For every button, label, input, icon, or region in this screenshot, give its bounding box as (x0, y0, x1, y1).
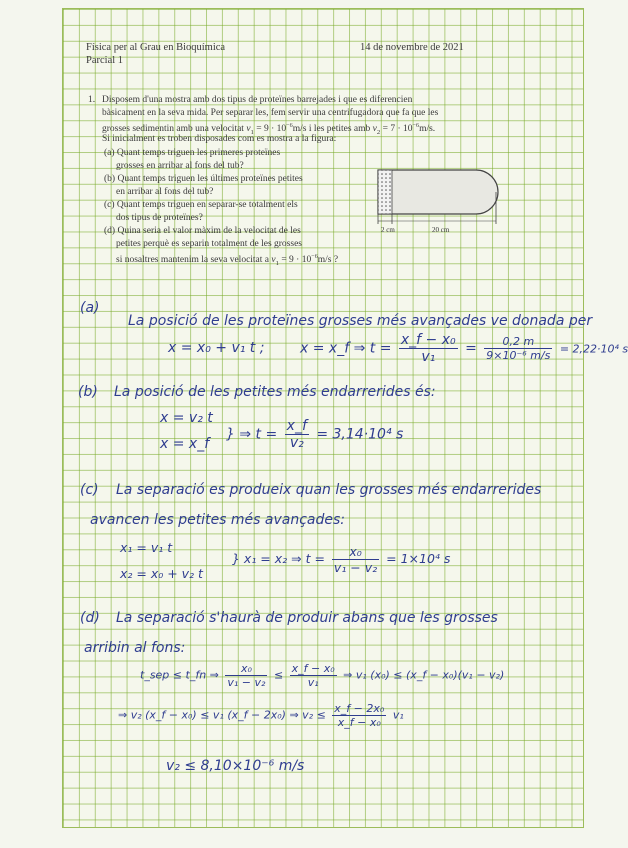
v2-exponent: −6 (412, 123, 420, 129)
question-b-line1: (b) Quant temps triguen les últimes proteïnes petites (104, 174, 303, 184)
answer-b-eq1: x = v₂ t (160, 410, 213, 426)
answer-d-fraction3 (332, 702, 386, 729)
qd-v-index: 1 (275, 260, 279, 268)
answer-d-eq-line2 (118, 702, 404, 729)
exam-name: Parcial 1 (86, 55, 124, 66)
answer-d-le: ≤ (273, 668, 284, 682)
course-title: Física per al Grau en Bioquímica (86, 42, 226, 53)
answer-c-frac-den: v₁ − v₂ (333, 560, 378, 575)
answer-d-label: (d) (80, 610, 100, 626)
answer-d-eq-line1 (140, 662, 504, 689)
question-d-line1: (d) Quina seria el valor màxim de la velocitat de les (104, 226, 301, 236)
question-d-text: si nosaltres mantenim la seva velocitat a (116, 255, 270, 266)
question-a-line2: grosses en arribar al fons del tub? (116, 161, 244, 171)
question-d-line3 (116, 252, 338, 270)
qd-v-symbol: v (271, 255, 276, 266)
answer-b-fraction (285, 418, 309, 451)
answer-a-text: La posició de les proteïnes grosses més avançades ve donada per (128, 313, 593, 329)
answer-d-f2-num: x_f − x₀ (291, 662, 335, 675)
v1-value: = 9 · 10 (253, 124, 287, 135)
protein-layer (378, 170, 392, 214)
question-b-line2: en arribar al fons del tub? (116, 187, 214, 197)
answer-b-frac-den: v₂ (289, 435, 304, 451)
answer-b-label: (b) (78, 384, 98, 400)
problem-number: 1. (88, 95, 96, 105)
dim-label-a: 2 cm (381, 226, 395, 234)
answer-d-f2-den: v₁ (307, 676, 319, 689)
answer-a-eq-line (300, 332, 628, 365)
answer-c-frac-num: x₀ (332, 544, 379, 560)
answer-a-fraction (399, 332, 458, 365)
answer-d-f3-num: x_f − 2x₀ (334, 702, 385, 715)
problem-intro-line2: bàsicament en la seva mida. Per separar les, fem servir una centrifugadora que fa que les (102, 108, 439, 118)
answer-a-label: (a) (80, 300, 100, 316)
answer-c-eq1: x₁ = v₁ t (120, 540, 173, 555)
problem-intro-line1: Disposem d'una mostra amb dos tipus de proteïnes barrejades i que es diferencien (102, 95, 413, 105)
answer-a-eq1: x = x₀ + v₁ t ; (168, 340, 265, 356)
answer-a-eq3: = (465, 340, 477, 357)
dim-label-b: 20 cm (432, 226, 450, 234)
answer-c-text1: La separació es produeix quan les grosses més endarrerides (116, 482, 542, 498)
answer-a-fraction2 (484, 335, 552, 362)
answer-c-result: = 1×10⁴ s (386, 551, 451, 566)
intro-grosses-text: grosses sedimentin amb una velocitat (102, 124, 244, 135)
qd-v-exponent: −6 (311, 254, 318, 260)
answer-d-f1-num: x₀ (225, 662, 267, 676)
answer-d-eq1a: t_sep ≤ t_fn ⇒ (140, 668, 219, 682)
answer-c-eq-line (232, 544, 450, 575)
answer-b-frac-num: x_f (286, 418, 307, 434)
answer-c-fraction (332, 544, 379, 575)
v1-symbol: v (246, 124, 251, 135)
exam-date: 14 de novembre de 2021 (360, 42, 464, 53)
answer-a-result: = 2,22·10⁴ s (559, 342, 628, 356)
qd-v-unit: m/s ? (317, 255, 339, 266)
answer-d-fraction2 (290, 662, 337, 689)
answer-a-frac2-num: 0,2 m (484, 335, 552, 349)
answer-b-text: La posició de les petites més endarrerides és: (114, 384, 436, 400)
v2-index: 2 (376, 129, 381, 137)
answer-b-eq2: x = x_f (160, 436, 210, 452)
question-a-line1: (a) Quant temps triguen les primeres proteïnes (104, 148, 281, 158)
answer-d-f1-den: v₁ − v₂ (227, 676, 266, 689)
v1-exponent: −6 (286, 123, 293, 129)
answer-a-frac-num: x_f − x₀ (400, 332, 456, 348)
answer-d-eq1b: ⇒ v₁ (x₀) ≤ (x_f − x₀)(v₁ − v₂) (343, 668, 505, 682)
answer-c-text2: avancen les petites més avançades: (90, 512, 346, 528)
question-d-line2: petites perquè es separin totalment de les grosses (116, 239, 302, 249)
v2-value: = 7 · 10 (380, 124, 413, 135)
answer-c-mid: } x₁ = x₂ ⇒ t = (232, 551, 325, 566)
answer-a-frac-den: v₁ (421, 349, 436, 365)
v2-unit: m/s. (419, 124, 436, 135)
answer-d-fraction1 (225, 662, 267, 689)
answer-a-frac2-den: 9×10⁻⁶ m/s (486, 349, 551, 362)
test-tube-figure (376, 164, 502, 236)
question-c-line1: (c) Quant temps triguen en separar-se totalment els (104, 200, 298, 210)
answer-a-eq2: x = x_f ⇒ t = (300, 340, 392, 357)
v1-index: 1 (250, 129, 254, 137)
problem-intro-line4: Si inicialment es troben disposades com es mostra a la figura: (102, 134, 337, 144)
answer-d-f3-den: x_f − x₀ (337, 716, 381, 729)
answer-b-result: = 3,14·10⁴ s (316, 426, 404, 443)
answer-b-arrow: } ⇒ t = (226, 426, 278, 443)
answer-d-eq2b: v₁ (392, 708, 404, 722)
v2-symbol: v (372, 124, 377, 135)
v1-unit: m/s i les petites amb (292, 124, 371, 135)
answer-d-result: v₂ ≤ 8,10×10⁻⁶ m/s (166, 758, 305, 774)
answer-d-text2: arribin al fons: (84, 640, 186, 656)
question-c-line2: dos tipus de proteïnes? (116, 213, 203, 223)
answer-b-eq-line (226, 418, 403, 451)
qd-v-value: = 9 · 10 (278, 255, 312, 266)
answer-c-eq2: x₂ = x₀ + v₂ t (120, 566, 203, 581)
answer-d-eq2a: ⇒ v₂ (x_f − x₀) ≤ v₁ (x_f − 2x₀) ⇒ v₂ ≤ (118, 708, 326, 722)
answer-d-text1: La separació s'haurà de produir abans que les grosses (116, 610, 498, 626)
tube-outline (378, 170, 498, 214)
answer-c-label: (c) (80, 482, 99, 498)
